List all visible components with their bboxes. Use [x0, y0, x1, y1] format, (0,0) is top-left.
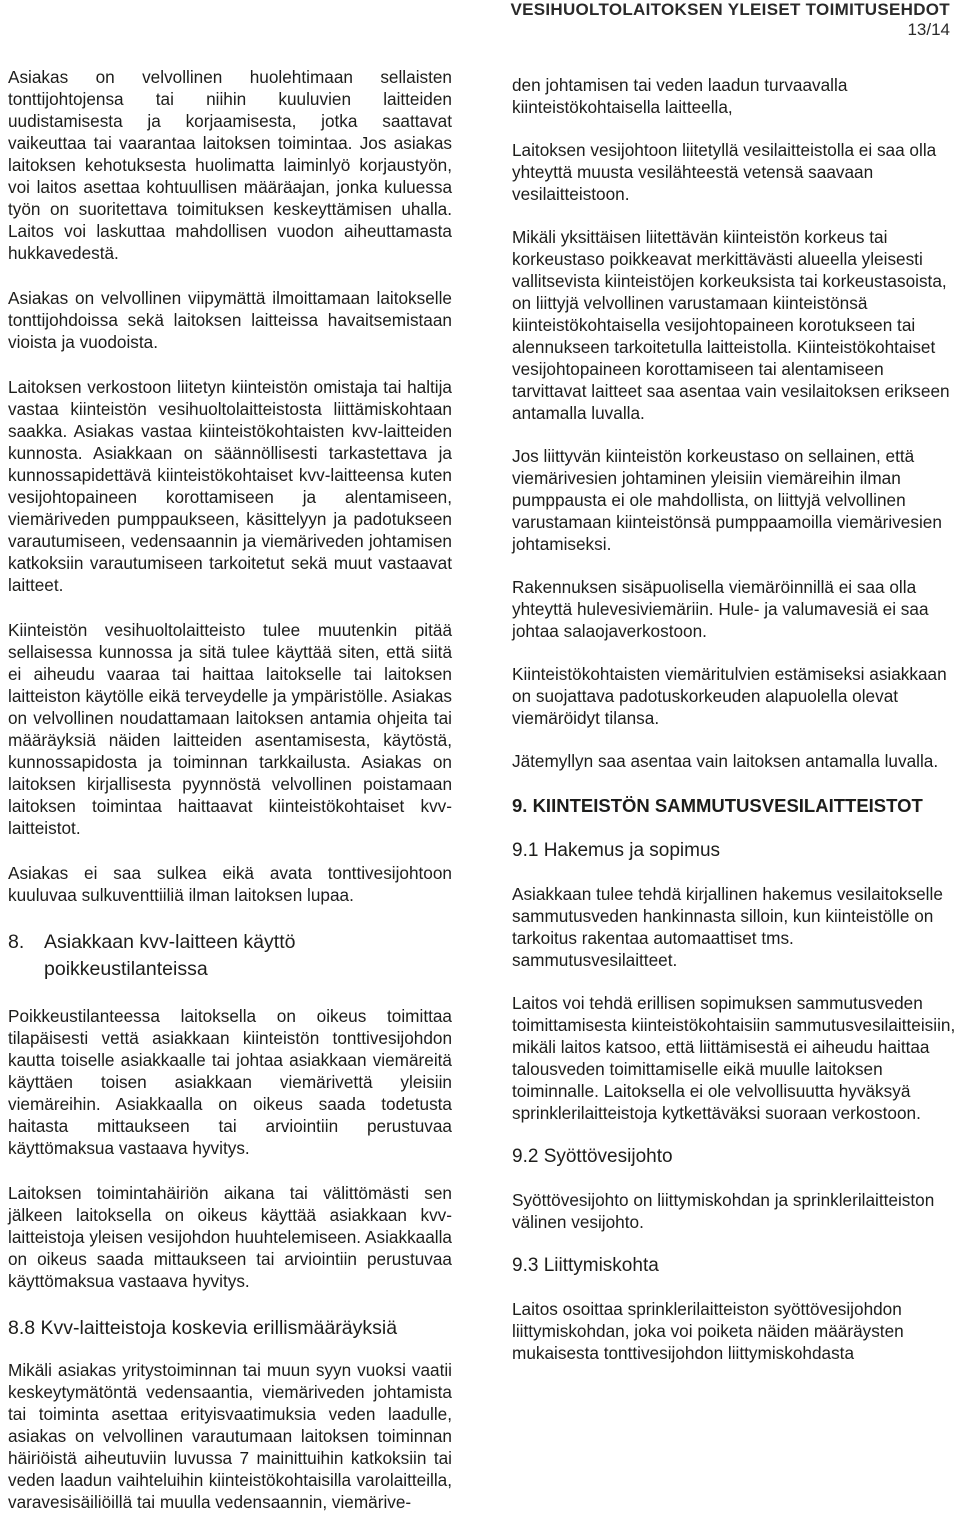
document-title: VESIHUOLTOLAITOKSEN YLEISET TOIMITUSEHDOT: [510, 0, 950, 19]
paragraph: Kiinteistökohtaisten viemäritulvien estämiseksi asiakkaan on suojattava padotuskorkeuden alapuolella olevat viemäröidyt tilansa.: [512, 664, 947, 728]
paragraph: Syöttövesijohto on liittymiskohdan ja sprinklerilaitteiston välinen vesijohto.: [512, 1190, 935, 1232]
paragraph: Asiakas on velvollinen huolehtimaan sellaisten tonttijohtojensa tai niihin kuuluvien laitteiden uudistamisesta ja korjaamisesta, jotka saattavat vaikeuttaa tai vaarantaa laitoksen toimintaa. Jos asiakas laitoksen kehotuksesta huolimatta laiminlyö korjaustyön, voi laitos asettaa kohtuullisen määräajan, jonka kuluessa työn on suoritettava toimituksen keskeyttämisen uhalla. Laitos voi laskuttaa mahdollisen vuodon aiheuttamasta hukkavedestä.: [8, 67, 452, 263]
paragraph: Mikäli yksittäisen liitettävän kiinteistön korkeus tai korkeustaso poikkeavat merkittävästi alueella yleisesti vallitsevista kiinteistöjen korkeuksista tai korkeustasoista, on liittyjä velvollinen varustamaan kiinteistönsä kiinteistökohtaisella vesijohtopaineen korotukseen tai alennukseen tarkoitetulla laitteistolla. Kiinteistökohtaiset vesijohtopaineen korottamiseen tai alentamiseen tarvittavat laitteet saa asentaa vain vesilaitoksen erikseen antamalla luvalla.: [512, 227, 950, 423]
paragraph: Kiinteistön vesihuoltolaitteisto tulee muutenkin pitää sellaisessa kunnossa ja sitä tulee käyttää siten, että siitä ei aiheudu vaaraa tai haittaa laitokselle tai laitoksen laitteiston käytölle eikä terveydelle ja ympäristölle. Asiakas on velvollinen noudattamaan laitoksen antamia ohjeita tai määräyksiä näiden laitteiden asentamisesta, käytöstä, kunnossapidosta ja toiminnan tarkkailusta. Asiakas on laitoksen kirjallisesta pyynnöstä velvollinen poistamaan laitoksen toimintaa haittaavat kiinteistökohtaiset kvv-laitteistot.: [8, 620, 452, 838]
paragraph: den johtamisen tai veden laadun turvaavalla kiinteistökohtaisella laitteella,: [512, 75, 848, 117]
section-heading-9-2: 9.2 Syöttövesijohto: [512, 1146, 673, 1167]
section-heading-8-8: 8.8 Kvv-laitteistoja koskevia erillismääräyksiä: [8, 1317, 398, 1339]
paragraph: Laitos voi tehdä erillisen sopimuksen sammutusveden toimittamisesta kiinteistökohtaisiin sammutusvesilaitteisiin, mikäli laitos katsoo, että liittämisestä ei aiheudu haittaa talousveden toimittamiselle eikä muulle laitoksen toiminnalle. Laitoksella ei ole velvollisuutta hyväksyä sprinklerilaitteistoja kytkettäväksi suoraan verkostoon.: [512, 993, 956, 1123]
paragraph: Jätemyllyn saa asentaa vain laitoksen antamalla luvalla.: [512, 751, 939, 771]
chapter-heading-8: [8, 929, 452, 983]
page-number: 13/14: [907, 20, 950, 39]
paragraph: Laitoksen verkostoon liitetyn kiinteistön omistaja tai haltija vastaa kiinteistön vesihuoltolaitteistosta liittämiskohtaan saakka. Asiakas vastaa kiinteistökohtaisten kvv-laitteiden kunnosta. Asiakkaan on säännöllisesti tarkastettava ja kunnossapidettävä kiinteistökohtaiset kvv-laitteensa kuten vesijohtopaineen korottamiseen ja alentamiseen, viemäriveden pumppaukseen, käsittelyyn ja padotukseen varautumiseen, vedensaannin ja viemäriveden johtamisen katkoksiin varautumiseen tarkoitetut sekä muut vastaavat laitteet.: [8, 377, 452, 595]
right-column: [512, 74, 956, 1385]
paragraph: Jos liittyvän kiinteistön korkeustaso on sellainen, että viemärivesien johtaminen yleisiin viemäreihin ilman pumppausta ei ole mahdollista, on liittyjä velvollinen varustamaan kiinteistönsä pumppaamoilla viemärivesien johtamiseksi.: [512, 446, 942, 554]
paragraph: Asiakkaan tulee tehdä kirjallinen hakemus vesilaitokselle sammutusveden hankinnasta silloin, kun kiinteistölle on tarkoitus rakentaa automaattiset tms. sammutusvesilaitteet.: [512, 884, 943, 970]
section-heading-9-3: 9.3 Liittymiskohta: [512, 1255, 659, 1276]
chapter-number: 8.: [8, 931, 25, 953]
paragraph: Laitoksen toimintahäiriön aikana tai välittömästi sen jälkeen laitoksella on oikeus käyttää asiakkaan kvv-laitteistoja yleisen vesijohdon huuhtelemiseen. Asiakkaalla on oikeus saada mittaukseen tai arviointiin perustuvaa käyttömaksua vastaava hyvitys.: [8, 1183, 452, 1291]
paragraph: Mikäli asiakas yritystoiminnan tai muun syyn vuoksi vaatii keskeytymätöntä vedensaantia, viemäriveden johtamista tai toiminta asettaa erityisvaatimuksia veden laadulle, asiakas on velvollinen varautumaan laitoksen toiminnan häiriöistä aiheutuviin luvussa 7 mainittuihin katkoksiin tai veden laadun vaihteluihin kiinteistökohtaisilla varolaitteilla, varavesisäiliöillä tai muulla vedensaannin, viemärive-: [8, 1360, 452, 1512]
paragraph: Poikkeustilanteessa laitoksella on oikeus toimittaa tilapäisesti vettä asiakkaan kiinteistön tonttivesijohdon kautta toiselle asiakkaalle tai johtaa asiakkaan viemäreitä käyttäen toisen asiakkaan viemärivettä yleisiin viemäreihin. Asiakkaalla on oikeus saada todetusta haitasta mittaukseen tai arviointiin perustuvaa käyttömaksua vastaava hyvitys.: [8, 1006, 452, 1158]
chapter-title: Asiakkaan kvv-laitteen käyttö poikkeustilanteissa: [44, 931, 296, 980]
section-heading-9-1: 9.1 Hakemus ja sopimus: [512, 840, 721, 861]
left-column: [8, 66, 452, 1536]
paragraph: Laitoksen vesijohtoon liitetyllä vesilaitteistolla ei saa olla yhteyttä muusta vesilähteestä vetensä saavaan vesilaitteistoon.: [512, 140, 937, 204]
paragraph: Asiakas ei saa sulkea eikä avata tonttivesijohtoon kuuluvaa sulkuventtiiliä ilman laitoksen lupaa.: [8, 863, 452, 905]
paragraph: Rakennuksen sisäpuolisella viemäröinnillä ei saa olla yhteyttä hulevesiviemäriin. Hule- ja valumavesiä ei saa johtaa salaojaverkostoon.: [512, 577, 929, 641]
paragraph: Asiakas on velvollinen viipymättä ilmoittamaan laitokselle tonttijohdoissa sekä laitoksen laitteissa havaitsemistaan vioista ja vuodoista.: [8, 288, 452, 352]
chapter-heading-9: 9. KIINTEISTÖN SAMMUTUSVESILAITTEISTOT: [512, 795, 923, 816]
paragraph: Laitos osoittaa sprinklerilaitteiston syöttövesijohdon liittymiskohdan, joka voi poiketa näiden määräysten mukaisesta tonttivesijohdon liittymiskohdasta: [512, 1299, 904, 1363]
